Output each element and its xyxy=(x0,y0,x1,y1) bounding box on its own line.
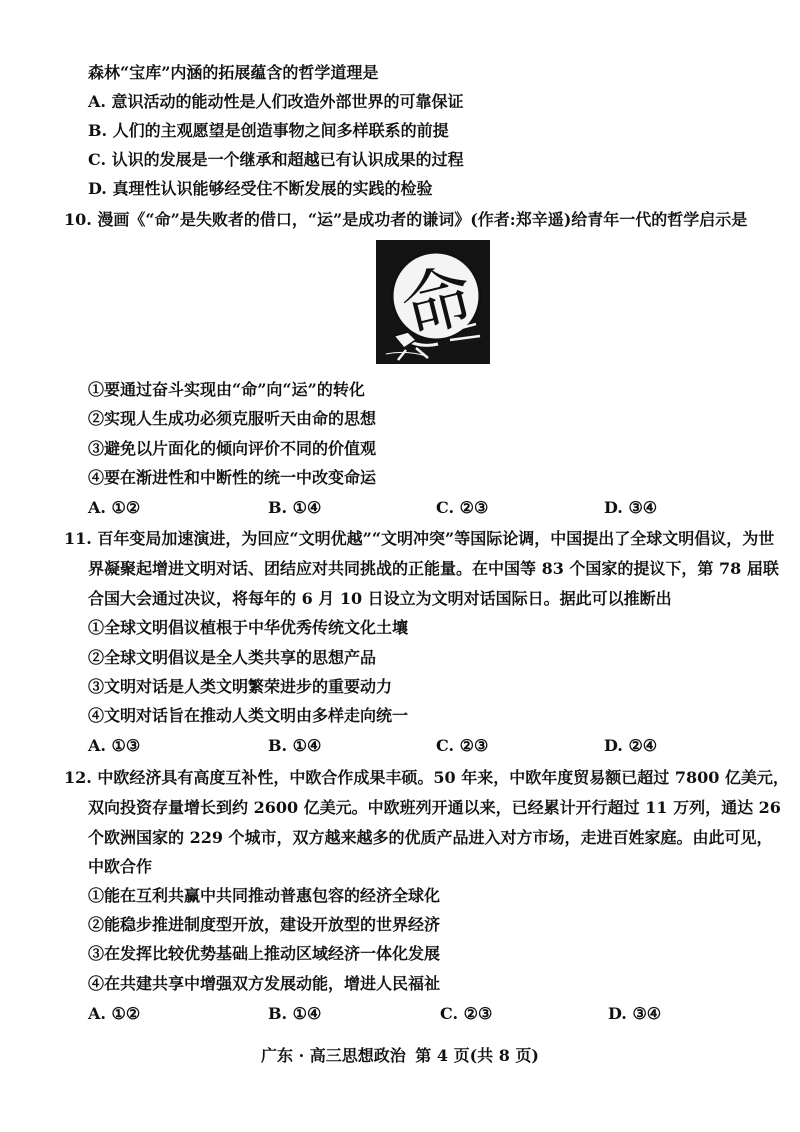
q11-statement-3: ③文明对话是人类文明繁荣进步的重要动力 xyxy=(88,677,393,696)
q11-choice-b[interactable]: B. ①④ xyxy=(268,736,322,755)
q11-statement-2: ②全球文明倡议是全人类共享的思想产品 xyxy=(88,648,377,667)
q11-choice-d[interactable]: D. ②④ xyxy=(604,736,658,755)
q12-statement-1: ①能在互利共赢中共同推动普惠包容的经济全球化 xyxy=(88,886,441,905)
footer-page-number: 第 4 页(共 8 页) xyxy=(415,1046,539,1065)
footer-subject: 广东 · 高三思想政治 xyxy=(261,1046,406,1065)
q10-choice-a[interactable]: A. ①② xyxy=(88,498,141,517)
q9-option-d: D. 真理性认识能够经受住不断发展的实践的检验 xyxy=(88,179,433,198)
q11-statement-1: ①全球文明倡议植根于中华优秀传统文化土壤 xyxy=(88,618,409,637)
q12-choice-a[interactable]: A. ①② xyxy=(88,1004,141,1023)
q12-line-3: 个欧洲国家的 229 个城市，双方越来越多的优质产品进入对方市场，走进百姓家庭。由此可见， xyxy=(88,828,773,847)
q11-choice-a[interactable]: A. ①③ xyxy=(88,736,141,755)
q10-stem: 10. 漫画《“命”是失败者的借口，“运”是成功者的谦词》(作者:郑辛遥)给青年一代的哲学启示是 xyxy=(64,210,748,229)
q12-choice-b[interactable]: B. ①④ xyxy=(268,1004,322,1023)
q12-statement-4: ④在共建共享中增强双方发展动能，增进人民福祉 xyxy=(88,974,441,993)
q9-stem-tail: 森林“宝库”内涵的拓展蕴含的哲学道理是 xyxy=(88,63,379,82)
q9-option-c: C. 认识的发展是一个继承和超越已有认识成果的过程 xyxy=(88,150,464,169)
q10-choice-c[interactable]: C. ②③ xyxy=(436,498,489,517)
q10-statement-2: ②实现人生成功必须克服听天由命的思想 xyxy=(88,409,377,428)
q11-choice-c[interactable]: C. ②③ xyxy=(436,736,489,755)
q10-choice-d[interactable]: D. ③④ xyxy=(604,498,658,517)
q12-line-2: 双向投资存量增长到约 2600 亿美元。中欧班列开通以来，已经累计开行超过 11 万列，通达 26 xyxy=(88,798,781,817)
q12-line-4: 中欧合作 xyxy=(88,857,153,876)
q11-line-1: 11. 百年变局加速演进，为回应“文明优越”“文明冲突”等国际论调，中国提出了全球文明倡议，为世 xyxy=(64,529,775,548)
q10-choice-b[interactable]: B. ①④ xyxy=(268,498,322,517)
page-footer xyxy=(0,1043,800,1066)
q10-statement-3: ③避免以片面化的倾向评价不同的价值观 xyxy=(88,439,377,458)
q12-statement-3: ③在发挥比较优势基础上推动区域经济一体化发展 xyxy=(88,944,441,963)
q12-line-1: 12. 中欧经济具有高度互补性，中欧合作成果丰硕。50 年来，中欧年度贸易额已超过 7800 亿美元， xyxy=(64,768,789,787)
cartoon-character: 命 xyxy=(393,253,482,350)
q10-statement-1: ①要通过奋斗实现由“命”向“运”的转化 xyxy=(88,380,365,399)
q10-statement-4: ④要在渐进性和中断性的统一中改变命运 xyxy=(88,468,377,487)
q12-statement-2: ②能稳步推进制度型开放，建设开放型的世界经济 xyxy=(88,915,441,934)
cartoon-image xyxy=(376,240,490,364)
q12-choice-c[interactable]: C. ②③ xyxy=(440,1004,493,1023)
q9-option-b: B. 人们的主观愿望是创造事物之间多样联系的前提 xyxy=(88,121,449,140)
q11-statement-4: ④文明对话旨在推动人类文明由多样走向统一 xyxy=(88,706,409,725)
q11-line-3: 合国大会通过决议，将每年的 6 月 10 日设立为文明对话国际日。据此可以推断出 xyxy=(88,589,672,608)
q12-choice-d[interactable]: D. ③④ xyxy=(608,1004,662,1023)
q11-line-2: 界凝聚起增进文明对话、团结应对共同挑战的正能量。在中国等 83 个国家的提议下，第 78 届联 xyxy=(88,559,779,578)
q9-option-a: A. 意识活动的能动性是人们改造外部世界的可靠保证 xyxy=(88,92,464,111)
